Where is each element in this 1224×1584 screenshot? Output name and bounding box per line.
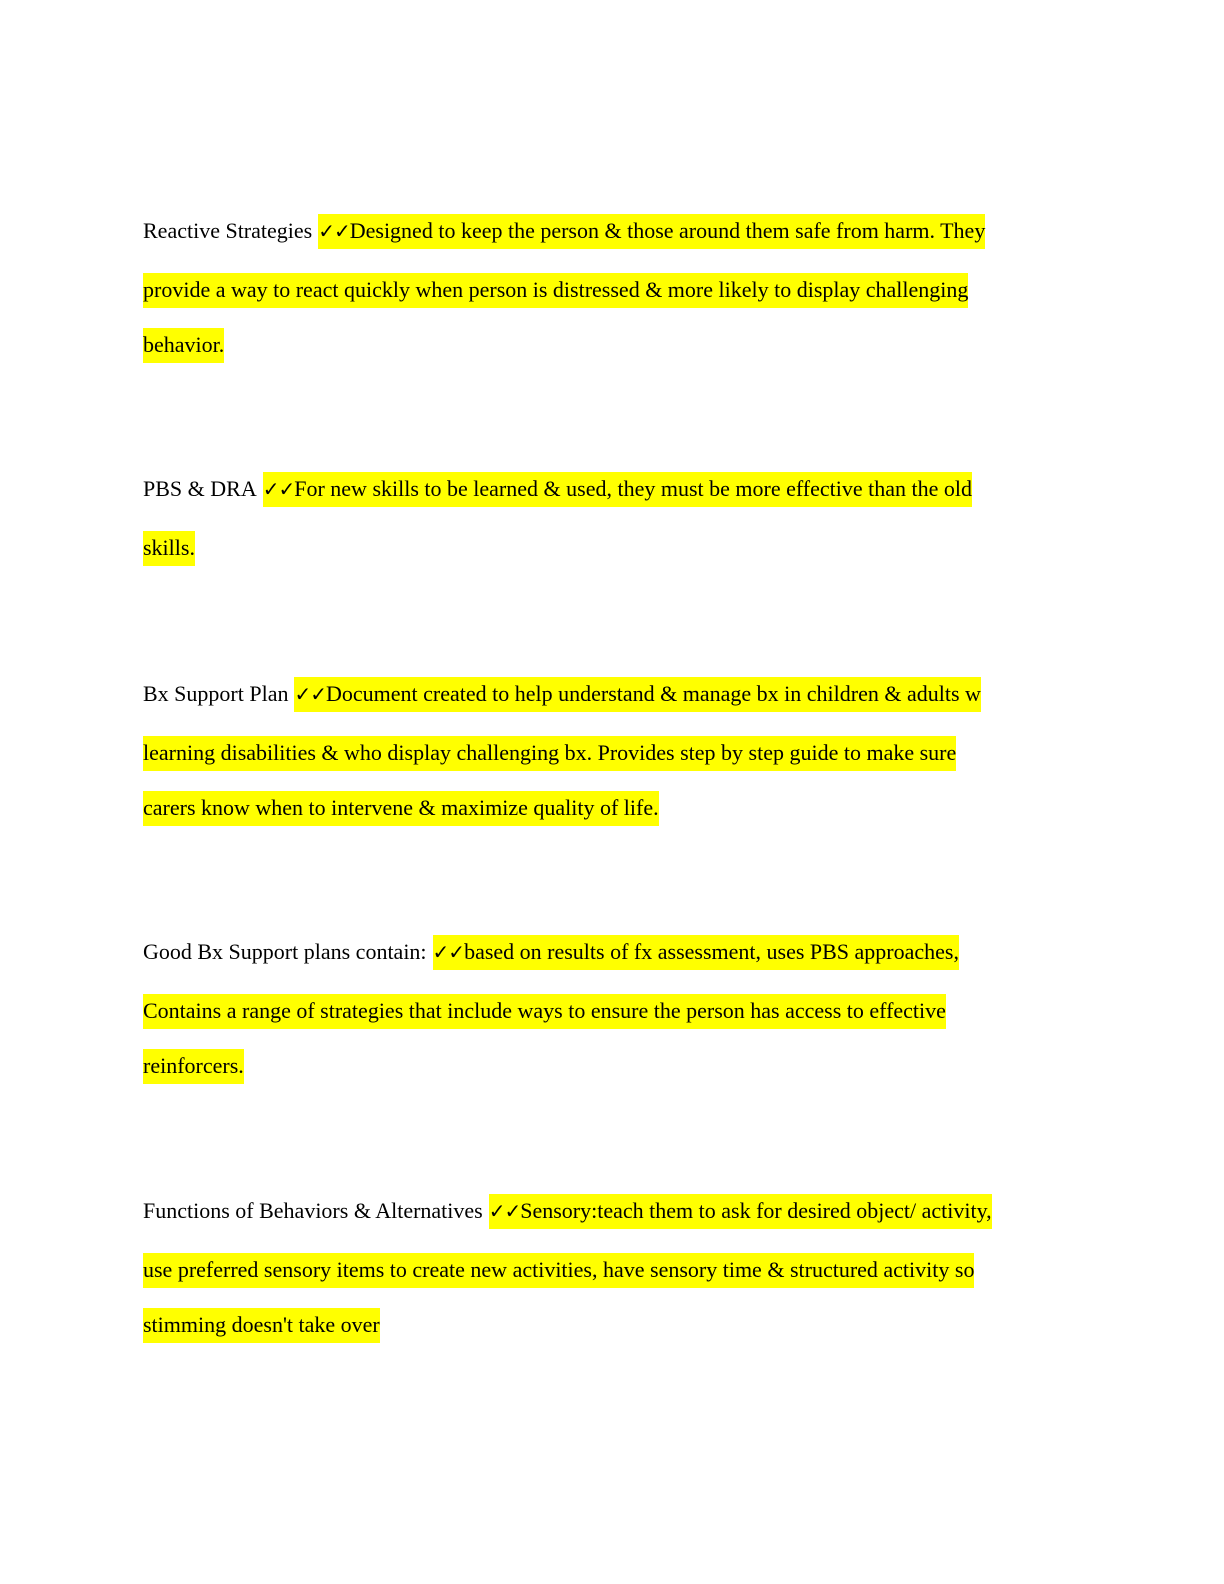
entry-line <box>143 1200 992 1222</box>
answer-text: Designed to keep the person & those around them safe from harm. They <box>349 218 986 243</box>
double-check-icon: ✓✓ <box>294 682 326 706</box>
entry-term: Reactive Strategies <box>143 218 313 243</box>
double-check-icon: ✓✓ <box>432 940 465 964</box>
entry-line <box>143 537 195 559</box>
entry-line <box>143 1259 974 1281</box>
entry-line <box>143 478 972 500</box>
entry-line <box>143 1055 244 1077</box>
double-check-icon: ✓✓ <box>488 1199 521 1223</box>
answer-text: For new skills to be learned & used, they must be more effective than the old <box>294 476 972 501</box>
answer-text: Sensory:teach them to ask for desired object/ activity, <box>520 1198 992 1223</box>
entry-line <box>143 220 985 242</box>
entry-line <box>143 334 224 356</box>
entry-line <box>143 742 956 764</box>
answer-text: provide a way to react quickly when person is distressed & more likely to display challenging <box>143 273 968 308</box>
answer-text: Contains a range of strategies that include ways to ensure the person has access to effective <box>143 994 946 1029</box>
entry-line <box>143 941 959 963</box>
entry-term: Bx Support Plan <box>143 681 289 706</box>
answer-text: skills. <box>143 531 195 566</box>
answer-highlight <box>318 214 985 249</box>
entry-line <box>143 1314 380 1336</box>
entry-line <box>143 279 968 301</box>
double-check-icon: ✓✓ <box>262 477 295 501</box>
entry-term: Good Bx Support plans contain: <box>143 939 427 964</box>
entry-line <box>143 683 981 705</box>
answer-text: reinforcers. <box>143 1049 244 1084</box>
answer-text: behavior. <box>143 328 224 363</box>
entry-term: Functions of Behaviors & Alternatives <box>143 1198 483 1223</box>
answer-text: carers know when to intervene & maximize quality of life. <box>143 791 659 826</box>
double-check-icon: ✓✓ <box>318 219 350 243</box>
answer-highlight <box>489 1194 992 1229</box>
entry-line <box>143 1000 946 1022</box>
answer-text: Document created to help understand & manage bx in children & adults w <box>325 681 981 706</box>
answer-text: based on results of fx assessment, uses PBS approaches, <box>464 939 959 964</box>
answer-highlight <box>433 935 959 970</box>
answer-text: learning disabilities & who display challenging bx. Provides step by step guide to make sure <box>143 736 956 771</box>
answer-highlight <box>263 472 972 507</box>
entry-term: PBS & DRA <box>143 476 257 501</box>
answer-text: stimming doesn't take over <box>143 1308 380 1343</box>
entry-line <box>143 797 659 819</box>
answer-highlight <box>294 677 980 712</box>
answer-text: use preferred sensory items to create new activities, have sensory time & structured activity so <box>143 1253 974 1288</box>
